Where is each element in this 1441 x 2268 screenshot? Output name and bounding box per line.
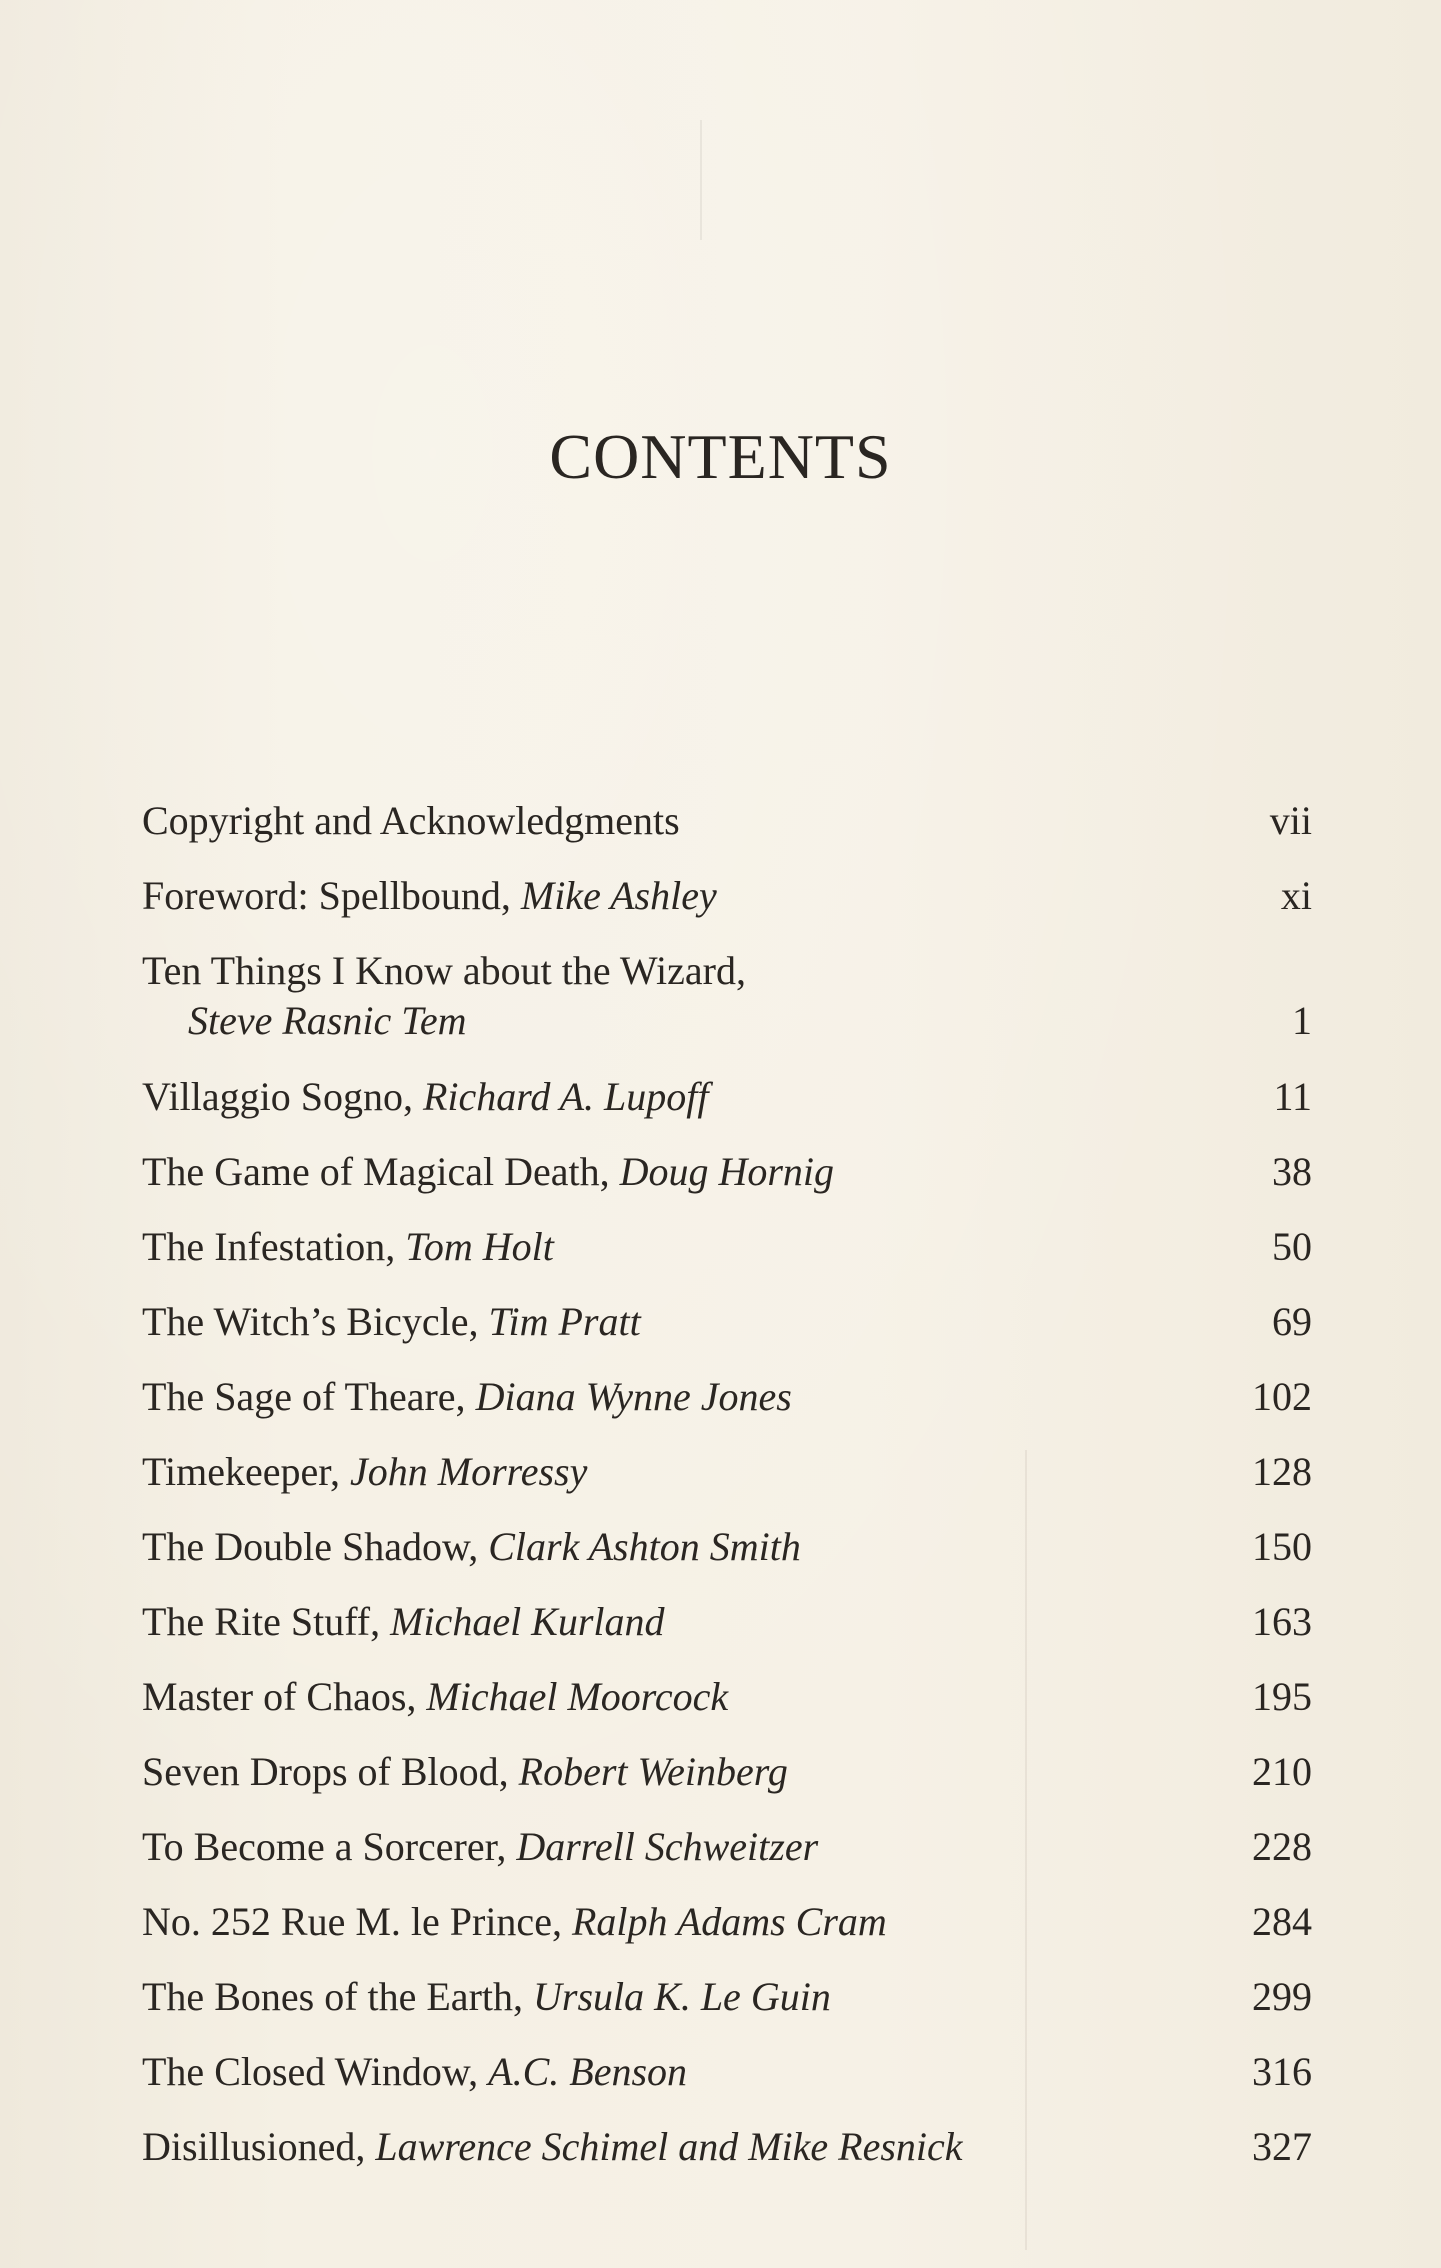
- entry-page-number: 128: [1252, 1449, 1312, 1494]
- entry-author: Lawrence Schimel and Mike Resnick: [375, 2124, 963, 2169]
- toc-entry: [142, 2047, 1312, 2097]
- toc-entry: [142, 946, 1312, 1046]
- entry-title: The Game of Magical Death, Doug Hornig: [142, 1149, 835, 1194]
- entry-title: No. 252 Rue M. le Prince, Ralph Adams Cram: [142, 1899, 887, 1944]
- entry-page-number: 163: [1252, 1599, 1312, 1644]
- entry-author: Michael Kurland: [390, 1599, 665, 1644]
- toc-entry: [142, 2122, 1312, 2172]
- entry-author: Robert Weinberg: [518, 1749, 788, 1794]
- entry-page-number: 316: [1252, 2049, 1312, 2094]
- toc-entry: [142, 1147, 1312, 1197]
- entry-title: Master of Chaos, Michael Moorcock: [142, 1674, 729, 1719]
- entry-title: The Bones of the Earth, Ursula K. Le Guin: [142, 1974, 831, 2019]
- toc-entry: [142, 1897, 1312, 1947]
- entry-title: The Double Shadow, Clark Ashton Smith: [142, 1524, 801, 1569]
- toc-entry: [142, 1597, 1312, 1647]
- toc-entry: [142, 1297, 1312, 1347]
- entry-page-number: 102: [1252, 1374, 1312, 1419]
- toc-entry: [142, 1522, 1312, 1572]
- toc-entry: [142, 1222, 1312, 1272]
- toc-entry: [142, 1822, 1312, 1872]
- toc-entry: [142, 1372, 1312, 1422]
- entry-page-number: 195: [1252, 1674, 1312, 1719]
- entry-author: Diana Wynne Jones: [475, 1374, 792, 1419]
- entry-title: The Sage of Theare, Diana Wynne Jones: [142, 1374, 792, 1419]
- entry-title: Copyright and Acknowledgments: [142, 798, 680, 843]
- entry-title: The Rite Stuff, Michael Kurland: [142, 1599, 665, 1644]
- entry-page-number: 228: [1252, 1824, 1312, 1869]
- entry-title: Foreword: Spellbound, Mike Ashley: [142, 873, 717, 918]
- entry-title: Ten Things I Know about the Wizard,: [142, 948, 746, 993]
- entry-author: A.C. Benson: [488, 2049, 688, 2094]
- toc-entry: [142, 1972, 1312, 2022]
- entry-page-number: 1: [1292, 998, 1312, 1043]
- entry-page-number: 50: [1272, 1224, 1312, 1269]
- entry-author: Clark Ashton Smith: [488, 1524, 801, 1569]
- entry-title: The Closed Window, A.C. Benson: [142, 2049, 688, 2094]
- toc-entry: [142, 1672, 1312, 1722]
- entry-author: Steve Rasnic Tem: [188, 998, 467, 1043]
- entry-title: Disillusioned, Lawrence Schimel and Mike Resnick: [142, 2124, 963, 2169]
- entry-page-number: 210: [1252, 1749, 1312, 1794]
- entry-title: Villaggio Sogno, Richard A. Lupoff: [142, 1074, 709, 1119]
- toc-entry: [142, 796, 1312, 846]
- entry-author: Tim Pratt: [488, 1299, 641, 1344]
- entry-author: Doug Hornig: [619, 1149, 835, 1194]
- entry-author: Mike Ashley: [520, 873, 717, 918]
- entry-page-number: 69: [1272, 1299, 1312, 1344]
- entry-author: Ursula K. Le Guin: [533, 1974, 831, 2019]
- entry-title: The Witch’s Bicycle, Tim Pratt: [142, 1299, 641, 1344]
- entry-page-number: vii: [1269, 798, 1312, 843]
- entry-author: Richard A. Lupoff: [422, 1074, 709, 1119]
- entry-author: Darrell Schweitzer: [516, 1824, 819, 1869]
- entry-page-number: xi: [1280, 873, 1312, 918]
- entry-page-number: 327: [1252, 2124, 1312, 2169]
- entry-page-number: 299: [1252, 1974, 1312, 2019]
- entry-author: Michael Moorcock: [426, 1674, 729, 1719]
- entry-author: Ralph Adams Cram: [571, 1899, 887, 1944]
- entry-title: Seven Drops of Blood, Robert Weinberg: [142, 1749, 788, 1794]
- entry-author: John Morressy: [350, 1449, 588, 1494]
- toc-entry: [142, 1447, 1312, 1497]
- entry-author: Tom Holt: [405, 1224, 554, 1269]
- toc-entry: [142, 1072, 1312, 1122]
- entry-title: Timekeeper, John Morressy: [142, 1449, 588, 1494]
- entry-page-number: 150: [1252, 1524, 1312, 1569]
- entry-page-number: 284: [1252, 1899, 1312, 1944]
- entry-title: To Become a Sorcerer, Darrell Schweitzer: [142, 1824, 819, 1869]
- toc-entry: [142, 871, 1312, 921]
- contents-heading: CONTENTS: [549, 421, 892, 492]
- toc-entry: [142, 1747, 1312, 1797]
- entry-title: The Infestation, Tom Holt: [142, 1224, 554, 1269]
- entry-page-number: 38: [1272, 1149, 1312, 1194]
- entry-page-number: 11: [1273, 1074, 1312, 1119]
